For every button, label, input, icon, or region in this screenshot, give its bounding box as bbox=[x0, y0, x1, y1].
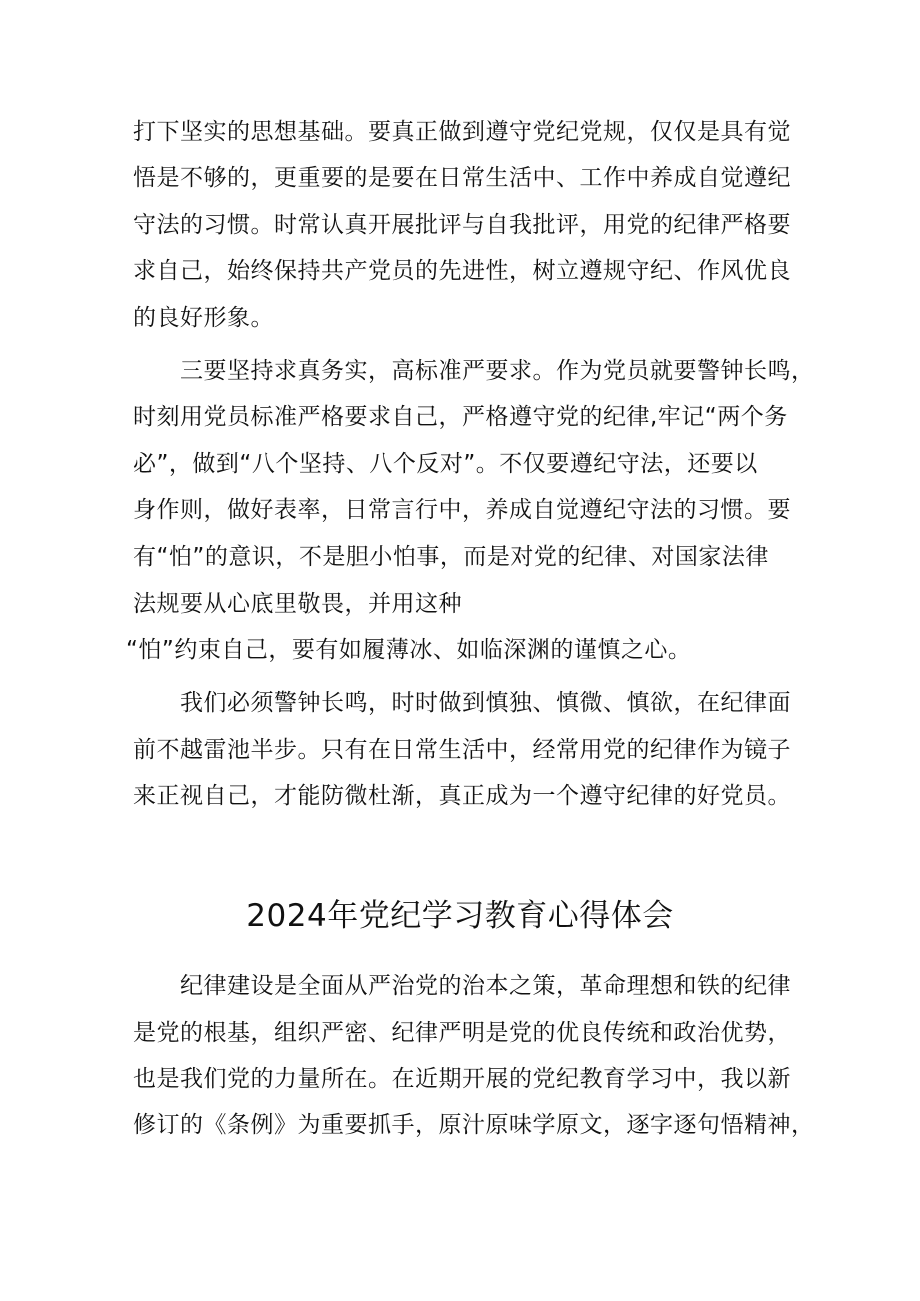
body-text-line: 前不越雷池半步。只有在日常生活中，经常用党的纪律作为镜子 bbox=[133, 737, 791, 763]
paragraph-first-line: 纪律建设是全面从严治党的治本之策，革命理想和铁的纪律 bbox=[180, 973, 791, 999]
body-text-line: 必”，做到“八个坚持、八个反对”。不仅要遵纪守法，还要以 bbox=[133, 451, 758, 477]
body-text-line: 法规要从心底里敬畏，并用这种 bbox=[133, 591, 462, 617]
section-title: 2024年党纪学习教育心得体会 bbox=[246, 898, 674, 934]
body-text-line: “怕”约束自己，要有如履薄冰、如临深渊的谨慎之心。 bbox=[126, 637, 692, 663]
body-text-line: 的良好形象。 bbox=[133, 305, 274, 331]
body-text-line: 打下坚实的思想基础。要真正做到遵守党纪党规，仅仅是具有觉 bbox=[133, 119, 791, 145]
body-text-line: 悟是不够的，更重要的是要在日常生活中、工作中养成自觉遵纪 bbox=[133, 165, 791, 191]
body-text-line: 有“怕”的意识，不是胆小怕事，而是对党的纪律、对国家法律 bbox=[133, 544, 769, 570]
body-text-line: 守法的习惯。时常认真开展批评与自我批评，用党的纪律严格要 bbox=[133, 212, 791, 238]
body-text-line: 修订的《条例》为重要抓手，原汁原味学原文，逐字逐句悟精神， bbox=[133, 1112, 815, 1138]
body-text-line: 是党的根基，组织严密、纪律严明是党的优良传统和政治优势， bbox=[133, 1020, 791, 1046]
paragraph-first-line: 我们必须警钟长鸣，时时做到慎独、慎微、慎欲，在纪律面 bbox=[180, 690, 791, 716]
body-text-line: 也是我们党的力量所在。在近期开展的党纪教育学习中，我以新 bbox=[133, 1066, 791, 1092]
body-text-line: 求自己，始终保持共产党员的先进性，树立遵规守纪、作风优良 bbox=[133, 258, 791, 284]
body-text-line: 来正视自己，才能防微杜渐，真正成为一个遵守纪律的好党员。 bbox=[133, 783, 791, 809]
body-text-line: 身作则，做好表率，日常言行中，养成自觉遵纪守法的习惯。要 bbox=[133, 497, 791, 523]
body-text-line: 时刻用党员标准严格要求自己，严格遵守党的纪律,牢记“两个务 bbox=[133, 404, 788, 430]
paragraph-first-line: 三要坚持求真务实，高标准严要求。作为党员就要警钟长鸣， bbox=[180, 358, 815, 384]
